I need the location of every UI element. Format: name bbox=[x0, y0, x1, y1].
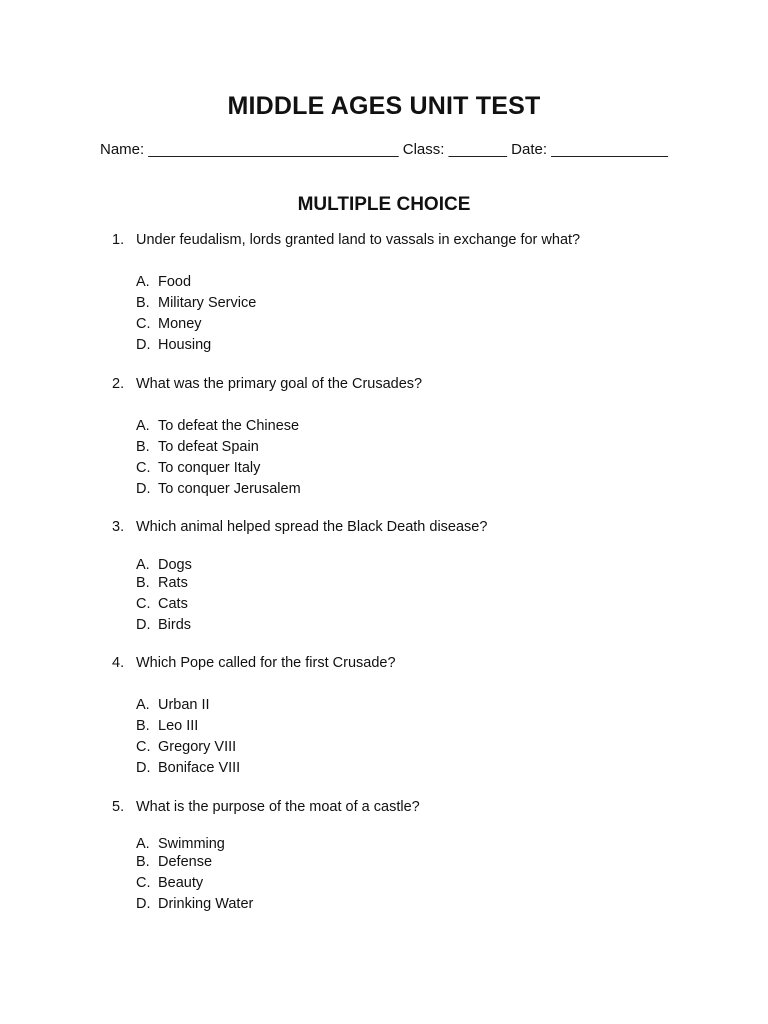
question-number: 5. bbox=[112, 799, 125, 815]
option-letter: B. bbox=[136, 575, 150, 591]
question-number: 1. bbox=[112, 232, 125, 248]
question-text: Under feudalism, lords granted land to vassals in exchange for what? bbox=[136, 232, 581, 248]
option-letter: C. bbox=[136, 875, 151, 891]
question-2 bbox=[112, 376, 422, 392]
option-c bbox=[136, 737, 240, 758]
options-question-4 bbox=[136, 695, 240, 779]
option-letter: B. bbox=[136, 854, 150, 870]
question-number: 3. bbox=[112, 519, 125, 535]
option-text: Military Service bbox=[158, 295, 257, 311]
option-letter: A. bbox=[136, 697, 150, 713]
option-a bbox=[136, 272, 256, 293]
option-c bbox=[136, 594, 192, 615]
question-text: What is the purpose of the moat of a castle? bbox=[136, 799, 420, 815]
option-text: Defense bbox=[158, 854, 213, 870]
options-question-5 bbox=[136, 834, 253, 915]
option-letter: D. bbox=[136, 617, 151, 633]
page-title: MIDDLE AGES UNIT TEST bbox=[227, 92, 541, 120]
option-letter: B. bbox=[136, 295, 150, 311]
question-3 bbox=[112, 519, 487, 535]
option-d bbox=[136, 335, 256, 356]
option-b bbox=[136, 716, 240, 737]
option-text: Cats bbox=[158, 596, 188, 612]
option-text: Leo III bbox=[158, 718, 199, 734]
option-letter: D. bbox=[136, 337, 151, 353]
option-d bbox=[136, 758, 240, 779]
option-b bbox=[136, 437, 301, 458]
option-letter: A. bbox=[136, 557, 150, 573]
question-text: What was the primary goal of the Crusades? bbox=[136, 376, 423, 392]
option-text: Urban II bbox=[158, 697, 210, 713]
option-text: Gregory VIII bbox=[158, 739, 237, 755]
options-question-1 bbox=[136, 272, 256, 356]
option-letter: C. bbox=[136, 316, 151, 332]
option-text: Drinking Water bbox=[158, 896, 254, 912]
options-question-3 bbox=[136, 555, 192, 636]
option-letter: A. bbox=[136, 418, 150, 434]
option-c bbox=[136, 458, 301, 479]
option-letter: A. bbox=[136, 274, 150, 290]
option-b bbox=[136, 293, 256, 314]
option-letter: C. bbox=[136, 460, 151, 476]
option-b bbox=[136, 573, 192, 594]
option-letter: D. bbox=[136, 481, 151, 497]
option-c bbox=[136, 873, 253, 894]
question-text: Which Pope called for the first Crusade? bbox=[136, 655, 396, 671]
question-text: Which animal helped spread the Black Death disease? bbox=[136, 519, 488, 535]
option-text: Food bbox=[158, 274, 192, 290]
option-text: Boniface VIII bbox=[158, 760, 241, 776]
section-title: MULTIPLE CHOICE bbox=[297, 194, 471, 215]
option-letter: D. bbox=[136, 896, 151, 912]
question-number: 2. bbox=[112, 376, 125, 392]
option-letter: B. bbox=[136, 439, 150, 455]
option-c bbox=[136, 314, 256, 335]
option-text: Birds bbox=[158, 617, 192, 633]
option-text: To defeat the Chinese bbox=[158, 418, 300, 434]
question-number: 4. bbox=[112, 655, 125, 671]
option-text: To defeat Spain bbox=[158, 439, 259, 455]
option-b bbox=[136, 852, 253, 873]
option-text: To conquer Italy bbox=[158, 460, 261, 476]
option-a bbox=[136, 695, 240, 716]
question-5 bbox=[112, 799, 420, 815]
option-d bbox=[136, 894, 253, 915]
option-letter: C. bbox=[136, 596, 151, 612]
option-d bbox=[136, 615, 192, 636]
name-class-date-line: Name: ______________________________ Class: _______ Date: ______________ bbox=[99, 141, 668, 158]
option-text: Rats bbox=[158, 575, 188, 591]
option-text: Money bbox=[158, 316, 202, 332]
option-letter: A. bbox=[136, 836, 150, 852]
option-text: Housing bbox=[158, 337, 212, 353]
option-letter: B. bbox=[136, 718, 150, 734]
option-text: Dogs bbox=[158, 557, 192, 573]
option-letter: D. bbox=[136, 760, 151, 776]
question-1 bbox=[112, 232, 580, 248]
option-text: To conquer Jerusalem bbox=[158, 481, 301, 497]
option-d bbox=[136, 479, 301, 500]
option-a bbox=[136, 416, 301, 437]
question-4 bbox=[112, 655, 396, 671]
options-question-2 bbox=[136, 416, 301, 500]
option-text: Swimming bbox=[158, 836, 225, 852]
option-letter: C. bbox=[136, 739, 151, 755]
option-text: Beauty bbox=[158, 875, 204, 891]
